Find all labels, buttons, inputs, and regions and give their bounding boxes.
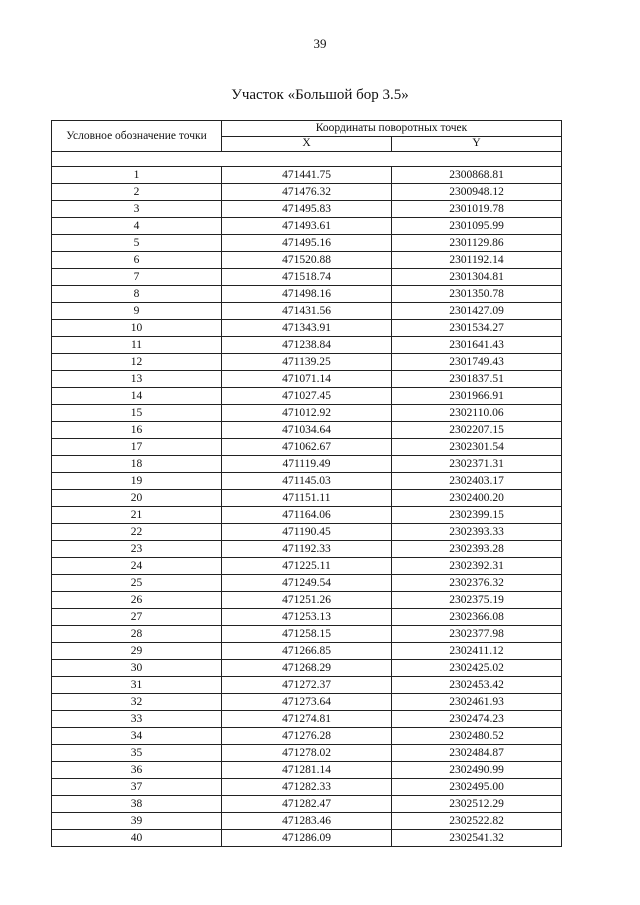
table-row <box>52 405 562 422</box>
point-number-cell: 27 <box>52 609 222 626</box>
point-number-cell: 13 <box>52 371 222 388</box>
table-row <box>52 252 562 269</box>
x-coordinate-cell: 471286.09 <box>222 830 392 847</box>
table-row <box>52 320 562 337</box>
x-coordinate-cell: 471282.47 <box>222 796 392 813</box>
table-row <box>52 643 562 660</box>
point-number-cell: 34 <box>52 728 222 745</box>
y-coordinate-cell: 2301129.86 <box>392 235 562 252</box>
y-coordinate-cell: 2302207.15 <box>392 422 562 439</box>
table-row <box>52 677 562 694</box>
table-row <box>52 609 562 626</box>
point-number-cell: 11 <box>52 337 222 354</box>
point-number-cell: 29 <box>52 643 222 660</box>
x-coordinate-cell: 471495.16 <box>222 235 392 252</box>
point-number-cell: 31 <box>52 677 222 694</box>
x-coordinate-cell: 471071.14 <box>222 371 392 388</box>
x-coordinate-cell: 471266.85 <box>222 643 392 660</box>
point-number-cell: 21 <box>52 507 222 524</box>
table-row <box>52 558 562 575</box>
x-coordinate-cell: 471273.64 <box>222 694 392 711</box>
table-row <box>52 473 562 490</box>
table-row <box>52 303 562 320</box>
x-coordinate-cell: 471272.37 <box>222 677 392 694</box>
x-coordinate-cell: 471249.54 <box>222 575 392 592</box>
x-coordinate-cell: 471139.25 <box>222 354 392 371</box>
table-row <box>52 439 562 456</box>
table-row <box>52 745 562 762</box>
y-coordinate-cell: 2301749.43 <box>392 354 562 371</box>
header-point-designation: Условное обозначение точки <box>52 121 222 152</box>
table-row <box>52 796 562 813</box>
header-y: Y <box>392 136 562 152</box>
table-row <box>52 201 562 218</box>
point-number-cell: 3 <box>52 201 222 218</box>
point-number-cell: 23 <box>52 541 222 558</box>
point-number-cell: 37 <box>52 779 222 796</box>
point-number-cell: 33 <box>52 711 222 728</box>
table-row <box>52 830 562 847</box>
y-coordinate-cell: 2301966.91 <box>392 388 562 405</box>
y-coordinate-cell: 2302541.32 <box>392 830 562 847</box>
point-number-cell: 38 <box>52 796 222 813</box>
x-coordinate-cell: 471493.61 <box>222 218 392 235</box>
table-row <box>52 728 562 745</box>
header-x: X <box>222 136 392 152</box>
table-row <box>52 388 562 405</box>
page-number: 39 <box>313 36 327 51</box>
x-coordinate-cell: 471431.56 <box>222 303 392 320</box>
point-number-cell: 36 <box>52 762 222 779</box>
x-coordinate-cell: 471276.28 <box>222 728 392 745</box>
y-coordinate-cell: 2302474.23 <box>392 711 562 728</box>
y-coordinate-cell: 2301019.78 <box>392 201 562 218</box>
x-coordinate-cell: 471034.64 <box>222 422 392 439</box>
x-coordinate-cell: 471343.91 <box>222 320 392 337</box>
table-row <box>52 269 562 286</box>
x-coordinate-cell: 471278.02 <box>222 745 392 762</box>
point-number-cell: 6 <box>52 252 222 269</box>
x-coordinate-cell: 471151.11 <box>222 490 392 507</box>
y-coordinate-cell: 2301304.81 <box>392 269 562 286</box>
x-coordinate-cell: 471498.16 <box>222 286 392 303</box>
table-row <box>52 235 562 252</box>
y-coordinate-cell: 2302392.31 <box>392 558 562 575</box>
table-row <box>52 167 562 184</box>
y-coordinate-cell: 2302411.12 <box>392 643 562 660</box>
y-coordinate-cell: 2302393.33 <box>392 524 562 541</box>
point-number-cell: 4 <box>52 218 222 235</box>
point-number-cell: 1 <box>52 167 222 184</box>
table-row <box>52 184 562 201</box>
x-coordinate-cell: 471282.33 <box>222 779 392 796</box>
point-number-cell: 28 <box>52 626 222 643</box>
x-coordinate-cell: 471251.26 <box>222 592 392 609</box>
table-row <box>52 694 562 711</box>
x-coordinate-cell: 471012.92 <box>222 405 392 422</box>
y-coordinate-cell: 2302301.54 <box>392 439 562 456</box>
point-number-cell: 18 <box>52 456 222 473</box>
point-number-cell: 24 <box>52 558 222 575</box>
x-coordinate-cell: 471476.32 <box>222 184 392 201</box>
x-coordinate-cell: 471518.74 <box>222 269 392 286</box>
point-number-cell: 2 <box>52 184 222 201</box>
y-coordinate-cell: 2301534.27 <box>392 320 562 337</box>
table-row <box>52 575 562 592</box>
coordinates-table <box>51 120 562 847</box>
section-title: Участок «Большой бор 3.5» <box>231 87 409 103</box>
point-number-cell: 16 <box>52 422 222 439</box>
y-coordinate-cell: 2301641.43 <box>392 337 562 354</box>
y-coordinate-cell: 2302484.87 <box>392 745 562 762</box>
point-number-cell: 10 <box>52 320 222 337</box>
table-row <box>52 711 562 728</box>
y-coordinate-cell: 2302425.02 <box>392 660 562 677</box>
x-coordinate-cell: 471268.29 <box>222 660 392 677</box>
point-number-cell: 25 <box>52 575 222 592</box>
y-coordinate-cell: 2300868.81 <box>392 167 562 184</box>
point-number-cell: 17 <box>52 439 222 456</box>
table-row <box>52 337 562 354</box>
header-coordinates: Координаты поворотных точек <box>222 121 562 137</box>
x-coordinate-cell: 471119.49 <box>222 456 392 473</box>
x-coordinate-cell: 471062.67 <box>222 439 392 456</box>
x-coordinate-cell: 471253.13 <box>222 609 392 626</box>
y-coordinate-cell: 2301837.51 <box>392 371 562 388</box>
point-number-cell: 39 <box>52 813 222 830</box>
x-coordinate-cell: 471164.06 <box>222 507 392 524</box>
table-row <box>52 490 562 507</box>
y-coordinate-cell: 2302399.15 <box>392 507 562 524</box>
point-number-cell: 30 <box>52 660 222 677</box>
x-coordinate-cell: 471258.15 <box>222 626 392 643</box>
y-coordinate-cell: 2301095.99 <box>392 218 562 235</box>
y-coordinate-cell: 2300948.12 <box>392 184 562 201</box>
x-coordinate-cell: 471027.45 <box>222 388 392 405</box>
point-number-cell: 9 <box>52 303 222 320</box>
table-row <box>52 592 562 609</box>
y-coordinate-cell: 2302376.32 <box>392 575 562 592</box>
table-row <box>52 456 562 473</box>
y-coordinate-cell: 2302366.08 <box>392 609 562 626</box>
x-coordinate-cell: 471145.03 <box>222 473 392 490</box>
point-number-cell: 26 <box>52 592 222 609</box>
table-row <box>52 218 562 235</box>
point-number-cell: 40 <box>52 830 222 847</box>
y-coordinate-cell: 2301192.14 <box>392 252 562 269</box>
table-row <box>52 286 562 303</box>
y-coordinate-cell: 2302480.52 <box>392 728 562 745</box>
y-coordinate-cell: 2302522.82 <box>392 813 562 830</box>
point-number-cell: 22 <box>52 524 222 541</box>
table-row <box>52 660 562 677</box>
y-coordinate-cell: 2302512.29 <box>392 796 562 813</box>
x-coordinate-cell: 471274.81 <box>222 711 392 728</box>
x-coordinate-cell: 471441.75 <box>222 167 392 184</box>
x-coordinate-cell: 471520.88 <box>222 252 392 269</box>
table-row <box>52 626 562 643</box>
point-number-cell: 14 <box>52 388 222 405</box>
table-row <box>52 779 562 796</box>
point-number-cell: 20 <box>52 490 222 507</box>
spacer-row <box>52 152 562 167</box>
y-coordinate-cell: 2302377.98 <box>392 626 562 643</box>
table-row <box>52 762 562 779</box>
y-coordinate-cell: 2302461.93 <box>392 694 562 711</box>
point-number-cell: 5 <box>52 235 222 252</box>
point-number-cell: 32 <box>52 694 222 711</box>
point-number-cell: 12 <box>52 354 222 371</box>
y-coordinate-cell: 2301350.78 <box>392 286 562 303</box>
table-row <box>52 371 562 388</box>
x-coordinate-cell: 471238.84 <box>222 337 392 354</box>
x-coordinate-cell: 471495.83 <box>222 201 392 218</box>
y-coordinate-cell: 2302375.19 <box>392 592 562 609</box>
y-coordinate-cell: 2302393.28 <box>392 541 562 558</box>
x-coordinate-cell: 471281.14 <box>222 762 392 779</box>
point-number-cell: 19 <box>52 473 222 490</box>
y-coordinate-cell: 2301427.09 <box>392 303 562 320</box>
table-row <box>52 354 562 371</box>
y-coordinate-cell: 2302453.42 <box>392 677 562 694</box>
table-row <box>52 524 562 541</box>
point-number-cell: 8 <box>52 286 222 303</box>
x-coordinate-cell: 471225.11 <box>222 558 392 575</box>
x-coordinate-cell: 471192.33 <box>222 541 392 558</box>
table-row <box>52 507 562 524</box>
y-coordinate-cell: 2302490.99 <box>392 762 562 779</box>
table-row <box>52 541 562 558</box>
y-coordinate-cell: 2302371.31 <box>392 456 562 473</box>
y-coordinate-cell: 2302400.20 <box>392 490 562 507</box>
y-coordinate-cell: 2302495.00 <box>392 779 562 796</box>
table-row <box>52 422 562 439</box>
y-coordinate-cell: 2302110.06 <box>392 405 562 422</box>
x-coordinate-cell: 471283.46 <box>222 813 392 830</box>
point-number-cell: 35 <box>52 745 222 762</box>
y-coordinate-cell: 2302403.17 <box>392 473 562 490</box>
table-row <box>52 813 562 830</box>
x-coordinate-cell: 471190.45 <box>222 524 392 541</box>
point-number-cell: 7 <box>52 269 222 286</box>
point-number-cell: 15 <box>52 405 222 422</box>
